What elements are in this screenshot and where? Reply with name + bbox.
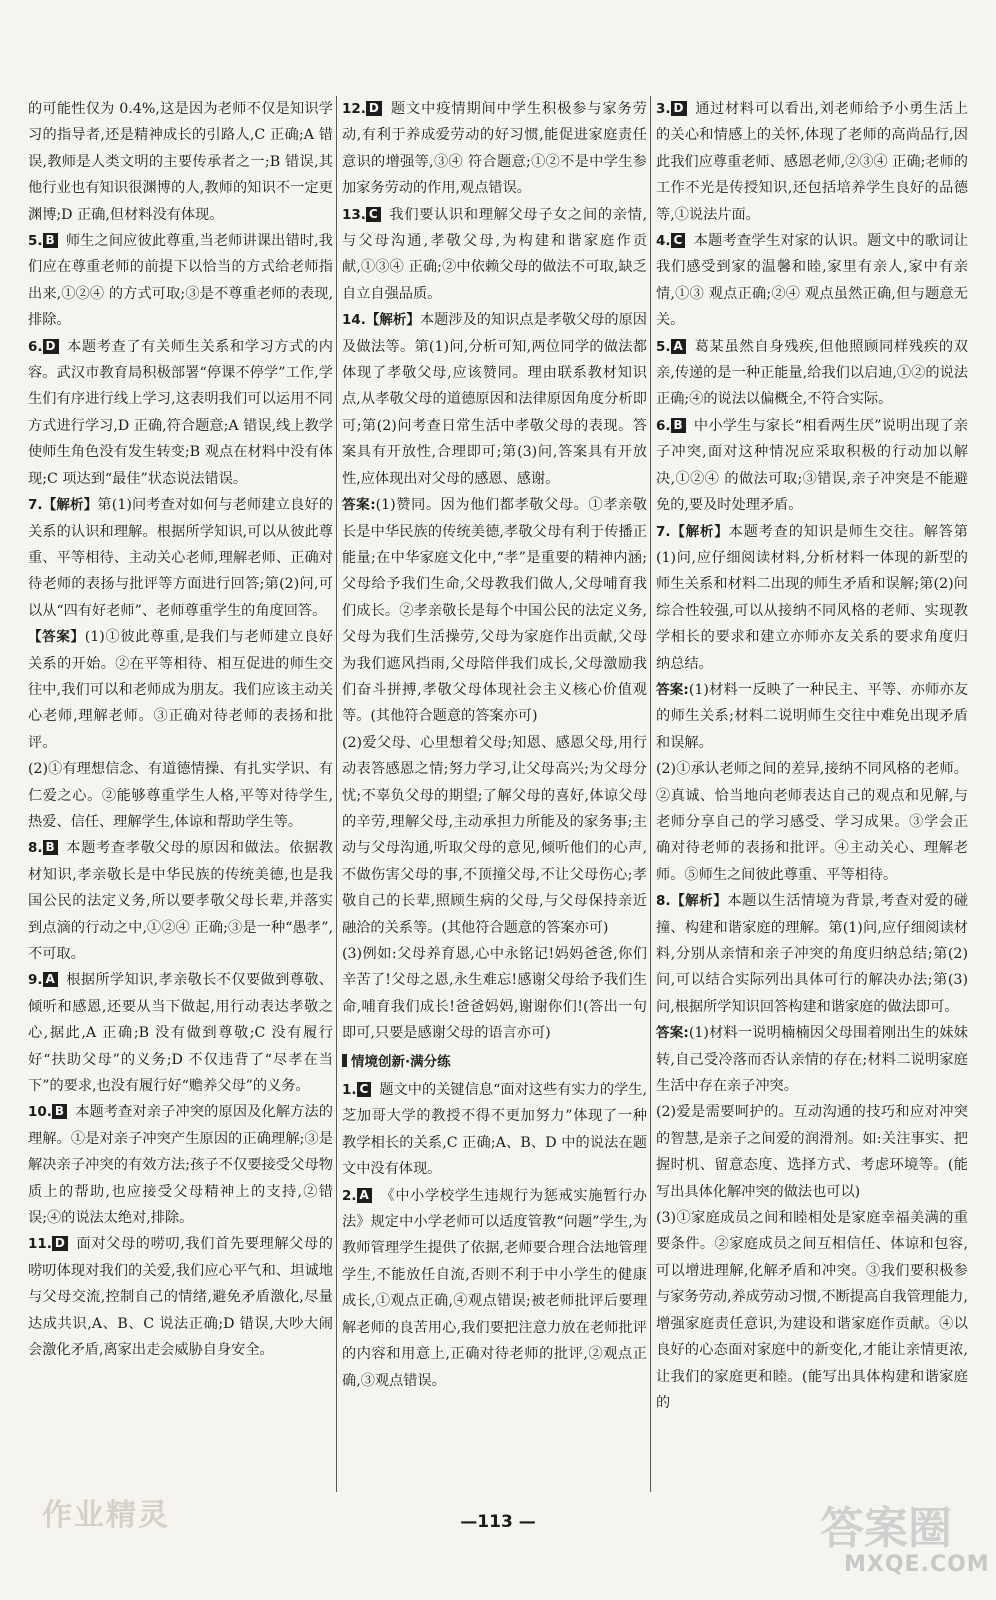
- answer-item: [342, 941, 647, 1047]
- answer-item: [28, 492, 333, 624]
- answer-choice-badge: B: [671, 418, 686, 433]
- answer-item: [656, 756, 968, 888]
- answer-item: [342, 730, 647, 941]
- answer-label: 答案:: [656, 681, 689, 698]
- question-number: 7.: [28, 497, 43, 514]
- section-title: 情境创新·满分练: [351, 1053, 451, 1070]
- question-number: 6.: [28, 338, 43, 355]
- column-right: [656, 96, 968, 1416]
- page-number: —113 —: [460, 1512, 536, 1532]
- answer-text: (3)例如:父母养育恩,心中永铭记!妈妈爸爸,你们辛苦了!父母之恩,永生难忘!感谢父母给予我们生命,哺育我们成长!爸爸妈妈,谢谢你们!(答出一句即可,只要是感谢父母的语言亦可): [342, 946, 647, 1042]
- answer-choice-badge: D: [671, 101, 687, 116]
- question-number: 11.: [28, 1236, 52, 1253]
- answer-text: (1)材料一反映了一种民主、平等、亦师亦友的师生关系;材料二说明师生交往中难免出现矛盾和误解。: [656, 681, 968, 751]
- answer-item: [28, 228, 333, 334]
- analysis-label: 【解析】: [670, 523, 729, 540]
- answer-item: [656, 334, 968, 413]
- answer-text: 师生之间应彼此尊重,当老师讲课出错时,我们应在尊重老师的前提下以恰当的方式给老师指出来,①②④ 的方式可取;③是不尊重老师的表现,排除。: [28, 233, 333, 329]
- watermark-url: MXQE.COM: [844, 1552, 990, 1577]
- answer-choice-badge: A: [357, 1188, 372, 1203]
- answer-text: 本题考查学生对家的认识。题文中的歌词让我们感受到家的温馨和睦,家里有亲人,家中有亲情,①③ 观点正确;②④ 观点虽然正确,但与题意无关。: [656, 233, 968, 329]
- answer-choice-badge: C: [671, 233, 686, 248]
- question-number: 4.: [656, 233, 671, 250]
- column-divider: [650, 96, 651, 1492]
- analysis-label: 【答案】: [28, 629, 85, 646]
- question-number: 8.: [28, 840, 43, 857]
- answer-item: [28, 1231, 333, 1363]
- question-number: 12.: [342, 101, 366, 117]
- answer-text: 本题考查孝敬父母的原因和做法。依据教材知识,孝亲敬长是中华民族的传统美德,也是我国公民的法定义务,所以要孝敬父母长辈,并落实到点滴的行动之中,①②④ 正确;③是一种“愚孝”,不可取。: [28, 840, 333, 962]
- answer-item: [656, 1205, 968, 1416]
- analysis-label: 【解析】: [42, 497, 98, 514]
- answer-text: 根据所学知识,孝亲敬长不仅要做到尊敬、倾听和感恩,还要从当下做起,用行动表达孝敬之心,据此,A 正确;B 没有做到尊敬;C 没有履行好“扶助父母”的义务;D 不仅违背了“尽孝在当下”的要求,也没有履行好“赡养父母”的义务。: [28, 972, 333, 1095]
- answer-item: [28, 334, 333, 492]
- answer-item: [342, 202, 647, 308]
- answer-text: 本题考查了有关师生关系和学习方式的内容。武汉市教育局积极部署“停课不停学”工作,学生们有序进行线上学习,这表明我们可以运用不同方式进行学习,D 正确,符合题意;A 错误,线上教学使师生角色没有发生转变;B 观点在材料中没有体现;C 项达到“最佳”状态说法错误。: [28, 338, 333, 487]
- answer-item: [656, 1099, 968, 1205]
- question-number: 2.: [342, 1187, 357, 1204]
- answer-label: 答案:: [342, 497, 376, 514]
- question-number: 13.: [342, 206, 366, 223]
- question-number: 10.: [28, 1104, 52, 1121]
- answer-text: 葛某虽然自身残疾,但他照顾同样残疾的双亲,传递的是一种正能量,给我们以启迪,①②的说法正确;④的说法以偏概全,不符合实际。: [656, 338, 968, 408]
- column-divider: [336, 96, 337, 1492]
- answer-item: [28, 756, 333, 835]
- watermark-title: 答案圈: [820, 1503, 952, 1554]
- answer-choice-badge: D: [43, 339, 59, 354]
- answer-choice-badge: A: [43, 972, 58, 987]
- answer-text: 本题以生活情境为背景,考查对爱的碰撞、构建和谐家庭的理解。第(1)问,应仔细阅读材料,分别从亲情和亲子冲突的角度归纳总结;第(2)问,可以结合实际列出具体可行的解决办法;第(3)问,根据所学知识回答构建和谐家庭的做法即可。: [656, 893, 969, 1015]
- analysis-label: 【解析】: [365, 312, 420, 329]
- question-number: 14.: [342, 312, 366, 329]
- answer-item: [656, 519, 968, 677]
- answer-choice-badge: B: [43, 840, 58, 855]
- answer-text: 中小学生与家长“相看两生厌”说明出现了亲子冲突,面对这种情况应采取积极的行动加以解决,①②④ 的做法可取;③错误,亲子冲突是不能避免的,要及时处理矛盾。: [656, 417, 968, 514]
- answer-item: [28, 835, 333, 967]
- answer-item: [28, 1099, 333, 1231]
- question-number: 5.: [656, 338, 671, 355]
- answer-text: (2)爱父母、心里想着父母;知恩、感恩父母,用行动表答感恩之情;努力学习,让父母高兴;为父母分忧;不辜负父母的期望;了解父母的喜好,体谅父母的辛劳,理解父母,主动承担力所能及的家务事;主动与父母沟通,听取父母的意见,倾听他们的心声,不做伤害父母的事,不顶撞父母,不让父母伤心;孝敬自己的长辈,照顾生病的父母,与父母保持亲近融洽的关系等。(其他符合题意的答案亦可): [342, 734, 647, 936]
- answer-text: 《中小学校学生违规行为惩戒实施暂行办法》规定中小学老师可以适度管教“问题”学生,为教师管理学生提供了依据,老师要合理合法地管理学生,不能放任自流,否则不利于中小学生的健康成长,①观点正确,④观点错误;被老师批评后要理解老师的良苦用心,我们要把注意力放在老师批评的内容和用意上,正确对待老师的批评,②观点正确,③观点错误。: [342, 1187, 647, 1389]
- answer-text: (1)材料一说明楠楠因父母围着刚出生的妹妹转,自己受冷落而否认亲情的存在;材料二说明家庭生活中存在亲子冲突。: [656, 1025, 968, 1095]
- answer-text: 的可能性仅为 0.4%,这是因为老师不仅是知识学习的指导者,还是精神成长的引路人,C 正确;A 错误,教师是人类文明的主要传承者之一;B 错误,其他行业也有知识很渊博的人,教师的知识不一定更渊博;D 正确,但材料没有体现。: [28, 101, 333, 223]
- answer-item: [342, 307, 647, 492]
- answer-choice-badge: B: [43, 233, 58, 248]
- question-number: 1.: [342, 1082, 357, 1099]
- answer-text: (2)①有理想信念、有道德情操、有扎实学识、有仁爱之心。②能够尊重学生人格,平等对待学生,热爱、信任、理解学生,体谅和帮助学生等。: [28, 761, 333, 830]
- answer-choice-badge: C: [366, 207, 381, 222]
- answer-text: 题文中的关键信息“面对这些有实力的学生,芝加哥大学的教授不得不更加努力”体现了一种教学相长的关系,C 正确;A、B、D 中的说法在题文中没有体现。: [342, 1082, 647, 1178]
- answer-text: 本题考查的知识是师生交往。解答第(1)问,应仔细阅读材料,分析材料一体现的新型的师生关系和材料二出现的师生矛盾和误解;第(2)问综合性较强,可以从接纳不同风格的老师、实现教学相长的要求和建立亦师亦友关系的要求角度归纳总结。: [656, 523, 968, 672]
- answer-item: [28, 967, 333, 1099]
- answer-text: 本题考查对亲子冲突的原因及化解方法的理解。①是对亲子冲突产生原因的正确理解;③是解决亲子冲突的有效方法;孩子不仅要接受父母物质上的帮助,也应接受父母精神上的支持,②错误;④的说法太绝对,排除。: [28, 1104, 333, 1227]
- answer-choice-badge: A: [671, 339, 686, 354]
- answer-item: [28, 624, 333, 756]
- answer-text: 我们要认识和理解父母子女之间的亲情,与父母沟通,孝敬父母,为构建和谐家庭作贡献,①③④ 正确;②中依赖父母的做法不可取,缺乏自立自强品质。: [342, 206, 647, 302]
- answer-item: [656, 1020, 968, 1099]
- answer-label: 答案:: [656, 1025, 689, 1042]
- answer-item: [656, 96, 968, 228]
- answer-item: [656, 228, 968, 334]
- answer-text: 第(1)问考查对如何与老师建立良好的关系的认识和理解。根据所学知识,可以从彼此尊重、平等相待、主动关心老师,理解老师、正确对待老师的表扬与批评等方面进行回答;第(2)问,可以从“四有好老师”、老师尊重学生的角度回答。: [28, 497, 333, 619]
- column-middle: [342, 96, 647, 1394]
- question-number: 8.: [656, 893, 671, 910]
- answer-item: [656, 888, 968, 1020]
- answer-text: (2)①承认老师之间的差异,接纳不同风格的老师。②真诚、恰当地向老师表达自己的观点和见解,与老师分享自己的学习感受、学习成果。③学会正确对待老师的表扬和批评。④主动关心、理解老师。⑤师生之间彼此尊重、平等相待。: [656, 761, 968, 883]
- answer-item: [342, 96, 647, 202]
- section-heading: [342, 1049, 647, 1075]
- answer-choice-badge: D: [52, 1236, 68, 1251]
- watermark-logo-right: [820, 1492, 990, 1592]
- answer-text: (2)爱是需要呵护的。互动沟通的技巧和应对冲突的智慧,是亲子之间爱的润滑剂。如:关注事实、把握时机、留意态度、选择方式、考虑环境等。(能写出具体化解冲突的做法也可以): [656, 1104, 968, 1200]
- answer-item: [342, 1183, 647, 1394]
- answer-text: 本题涉及的知识点是孝敬父母的原因及做法等。第(1)问,分析可知,两位同学的做法都体现了孝敬父母,应该赞同。理由联系教材知识点,从孝敬父母的道德原因和法律原因角度分析即可;第(2)问考查日常生活中孝敬父母的表现。答案具有开放性,合理即可;第(3)问,答案具有开放性,应体现出对父母的感恩、感谢。: [342, 312, 647, 487]
- answer-choice-badge: D: [366, 101, 382, 116]
- answer-text: (1)赞同。因为他们都孝敬父母。①孝亲敬长是中华民族的传统美德,孝敬父母有利于传播正能量;在中华家庭文化中,“孝”是重要的精神内涵;父母给予我们生命,父母教我们做人,父母哺育我们成长。②孝亲敬长是每个中国公民的法定义务,父母为我们生活操劳,父母为家庭作出贡献,父母为我们遮风挡雨,父母陪伴我们成长,父母激励我们奋斗拼搏,孝敬父母体现社会主义核心价值观等。(其他符合题意的答案亦可): [342, 497, 647, 725]
- column-left: [28, 96, 333, 1364]
- question-number: 6.: [656, 417, 671, 434]
- analysis-label: 【解析】: [670, 893, 728, 910]
- answer-text: 通过材料可以看出,刘老师给予小勇生活上的关心和情感上的关怀,体现了老师的高尚品行,因此我们应尊重老师、感恩老师,②③④ 正确;老师的工作不光是传授知识,还包括培养学生良好的品德等,①说法片面。: [656, 101, 968, 223]
- answer-text: 题文中疫情期间中学生积极参与家务劳动,有利于养成爱劳动的好习惯,能促进家庭责任意识的增强等,③④ 符合题意;①②不是中学生参加家务劳动的作用,观点错误。: [342, 101, 647, 197]
- answer-text: (3)①家庭成员之间和睦相处是家庭幸福美满的重要条件。②家庭成员之间互相信任、体谅和包容,可以增进理解,化解矛盾和冲突。③我们要积极参与家务劳动,养成劳动习惯,不断提高自我管理能力,增强家庭责任意识,为建设和谐家庭作贡献。④以良好的心态面对家庭中的新变化,才能让亲情更浓,让我们的家庭更和睦。(能写出具体构建和谐家庭的: [656, 1210, 968, 1411]
- answer-item: [342, 492, 647, 730]
- answer-choice-badge: C: [357, 1082, 372, 1097]
- answer-choice-badge: B: [52, 1104, 67, 1119]
- watermark-logo-left: 作业精灵: [42, 1498, 170, 1533]
- question-number: 7.: [656, 523, 671, 540]
- question-number: 9.: [28, 972, 43, 989]
- answer-item: [28, 96, 333, 228]
- question-number: 3.: [656, 101, 671, 117]
- section-marker-icon: [342, 1054, 347, 1067]
- answer-item: [342, 1077, 647, 1183]
- question-number: 5.: [28, 233, 43, 250]
- answer-text: 面对父母的唠叨,我们首先要理解父母的唠叨体现对我们的关爱,我们应心平气和、坦诚地与父母交流,控制自己的情绪,避免矛盾激化,尽量达成共识,A、B、C 说法正确;D 错误,大吵大闹会激化矛盾,离家出走会威胁自身安全。: [28, 1236, 333, 1359]
- answer-item: [656, 677, 968, 756]
- answer-item: [656, 413, 968, 519]
- answer-text: (1)①彼此尊重,是我们与老师建立良好关系的开始。②在平等相待、相互促进的师生交往中,我们可以和老师成为朋友。我们应该主动关心老师,理解老师。③正确对待老师的表扬和批评。: [28, 629, 334, 751]
